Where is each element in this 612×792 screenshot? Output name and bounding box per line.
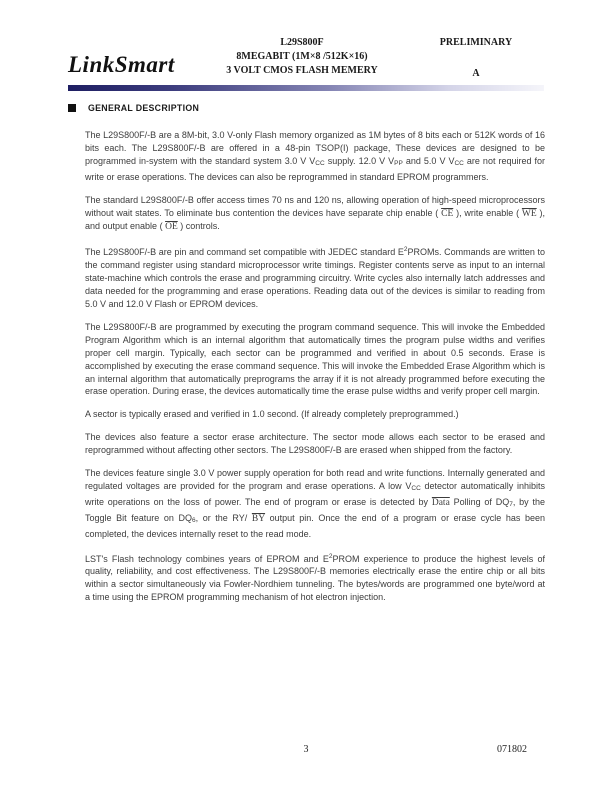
inline-notation: $\overline{CE}$ xyxy=(441,208,454,219)
inline-notation: CC xyxy=(315,159,325,167)
inline-notation: 6 xyxy=(191,516,196,524)
paragraph: The L29S800F/-B are a 8M-bit, 3.0 V-only Flash memory organized as 1M bytes of 8 bits each or 512K words of 16 bits each. The L29S800F/-B are offered in a 48-pin TSOP(I) package, These devices are designed to be programmed in-system with the standard system 3.0 V VCC supply. 12.0 V VPP and 5.0 V VCC are not required for write or erase operations. The devices can also be reprogrammed in standard EPROM programmers. xyxy=(85,130,546,182)
inline-notation: $\overline{BY}$ xyxy=(251,513,266,524)
paragraph: The standard L29S800F/-B offer access times 70 ns and 120 ns, allowing operation of high-speed microprocessors without wait states. To eliminate bus contention the devices have separate chip enable ( $\overline{CE}$ ), write enable ( $\overline{WE}$ ), and output enable ( $\overline{OE}$ ) controls. xyxy=(85,194,546,233)
revision-label: A xyxy=(472,68,480,79)
inline-notation: 2 xyxy=(328,552,333,560)
document-meta-block xyxy=(420,37,532,79)
inline-notation: 2 xyxy=(403,246,408,254)
company-logo: LinkSmart xyxy=(68,52,175,77)
inline-notation: $\overline{OE}$ xyxy=(165,222,178,233)
inline-notation: CC xyxy=(454,159,464,167)
capacity-line: 8MEGABIT (1M×8 /512K×16) xyxy=(236,51,368,62)
header-gradient-bar xyxy=(68,85,544,91)
paragraph: The devices feature single 3.0 V power supply operation for both read and write functions. Internally generated and regulated voltages are provided for the program and erase operations. A low VCC detector automatically inhibits write operations on the loss of power. The end of program or erase is detected by Data Polling of DQ7, by the Toggle Bit feature on DQ6, or the RY/ $\overline{BY}$ output pin. Once the end of a program or erase cycle has been completed, the devices internally reset to the read mode. xyxy=(85,468,546,539)
paragraph: The devices also feature a sector erase architecture. The sector mode allows each sector to be erased and reprogrammed without affecting other sectors. The L29S800F/-B are erased when shipped from the factory. xyxy=(85,432,545,456)
inline-notation: Data xyxy=(431,497,450,508)
inline-notation: $\overline{WE}$ xyxy=(521,208,537,219)
inline-notation: CC xyxy=(411,484,421,492)
inline-notation: 7 xyxy=(509,500,513,508)
part-number: L29S800F xyxy=(280,37,324,48)
document-title-block xyxy=(182,36,422,78)
general-description-paragraphs xyxy=(85,129,545,614)
inline-notation: PP xyxy=(394,159,403,167)
paragraph: A sector is typically erased and verified in 1.0 second. (If already completely preprogrammed.) xyxy=(85,409,459,420)
paragraph: The L29S800F/-B are pin and command set compatible with JEDEC standard $E^2PROMs$. Commands are written to the command register using standard microprocessor write timings. Register contents serve as input to an internal state-machine which controls the erase and programming circuitry. Write cycles also internally latch addresses and data needed for the programming and erase operations. Reading data out of the devices is similar to reading from 5.0 V and 12.0 V Flash or EPROM devices. xyxy=(85,246,545,309)
paragraph: LST's Flash technology combines years of EPROM and $E^2PROM$ experience to produce the highest levels of quality, reliability, and cost effectiveness. The L29S800F/-B memories electrically erase the entire chip or all bits within a sector simultaneously via Fowler-Nordhiem tunneling. The bytes/words are programmed one byte/word at a time using the EPROM programming mechanism of hot electron injection. xyxy=(85,552,545,603)
page-number: 3 xyxy=(303,744,309,755)
document-date-code: 071802 xyxy=(497,744,527,755)
section-heading xyxy=(68,103,199,113)
status-label: PRELIMINARY xyxy=(439,37,513,48)
paragraph: The L29S800F/-B are programmed by executing the program command sequence. This will invoke the Embedded Program Algorithm which is an internal algorithm that automatically times the program pulse widths and verifies proper cell margin. Typically, each sector can be programmed and verified in about 0.5 seconds. Erase is accomplished by executing the erase command sequence. This will invoke the Embedded Erase Algorithm which is an internal algorithm that automatically preprograms the array if it is not already programmed before executing the erase operation. During erase, the devices automatically time the erase pulse widths and verify proper cell margin. xyxy=(85,321,545,397)
device-type-line: 3 VOLT CMOS FLASH MEMERY xyxy=(226,65,378,76)
square-bullet-icon xyxy=(68,104,76,112)
section-heading-label: GENERAL DESCRIPTION xyxy=(88,103,200,113)
